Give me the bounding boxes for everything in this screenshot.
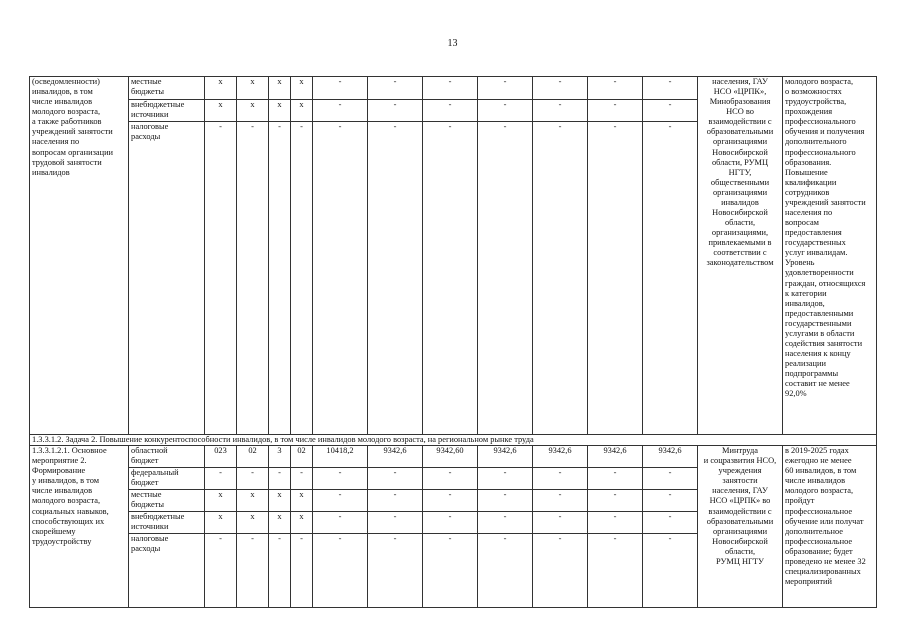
funding-source: федеральный бюджет xyxy=(129,468,205,490)
cell-value: - xyxy=(237,122,269,435)
cell-value: - xyxy=(533,534,588,608)
cell-value: 02 xyxy=(291,446,313,468)
funding-source: местные бюджеты xyxy=(129,77,205,100)
cell-value: х xyxy=(291,490,313,512)
cell-value: х xyxy=(205,100,237,122)
cell-value: - xyxy=(291,122,313,435)
cell-value: - xyxy=(643,490,698,512)
cell-value: - xyxy=(478,468,533,490)
cell-value: - xyxy=(643,77,698,100)
cell-value: - xyxy=(237,534,269,608)
cell-value: - xyxy=(313,77,368,100)
cell-value: - xyxy=(643,468,698,490)
cell-value: - xyxy=(588,534,643,608)
cell-value: - xyxy=(478,534,533,608)
cell-value: 10418,2 xyxy=(313,446,368,468)
result-cell: в 2019-2025 годах ежегодно не менее 60 инвалидов, в том числе инвалидов молодого возраста, пройдут профессиональное обучение или получат дополнительное профессиональное образование; будет проведено не менее 32 специализированных мероприятий xyxy=(783,446,877,608)
cell-value: - xyxy=(533,122,588,435)
cell-value: - xyxy=(269,468,291,490)
cell-value: - xyxy=(588,77,643,100)
cell-value: - xyxy=(533,490,588,512)
cell-value: - xyxy=(643,534,698,608)
cell-value: - xyxy=(368,534,423,608)
cell-value: - xyxy=(588,100,643,122)
cell-value: - xyxy=(588,468,643,490)
cell-value: х xyxy=(205,512,237,534)
cell-value: - xyxy=(643,122,698,435)
cell-value: - xyxy=(368,122,423,435)
cell-value: х xyxy=(205,490,237,512)
cell-value: - xyxy=(313,534,368,608)
cell-value: - xyxy=(313,100,368,122)
measure-description: 1.3.3.1.2.1. Основное мероприятие 2. Формирование у инвалидов, в том числе инвалидов молодого возраста, социальных навыков, способствующих их скорейшему трудоустройству xyxy=(30,446,129,608)
cell-value: х xyxy=(237,490,269,512)
cell-value: - xyxy=(588,490,643,512)
cell-value: 9342,6 xyxy=(368,446,423,468)
cell-value: - xyxy=(313,468,368,490)
executor-cell: населения, ГАУ НСО «ЦРПК», Минобразования НСО во взаимодействии с образовательными организациями Новосибирской области, РУМЦ НГТУ, общественными организациями инвалидов Новосибирской области, организациями, привлекаемыми в соответствии с законодательством xyxy=(698,77,783,435)
cell-value: х xyxy=(291,100,313,122)
cell-value: - xyxy=(423,534,478,608)
cell-value: 9342,60 xyxy=(423,446,478,468)
cell-value: - xyxy=(423,77,478,100)
cell-value: - xyxy=(643,100,698,122)
cell-value: х xyxy=(269,512,291,534)
cell-value: х xyxy=(237,77,269,100)
cell-value: - xyxy=(269,122,291,435)
cell-value: - xyxy=(533,468,588,490)
cell-value: - xyxy=(368,490,423,512)
cell-value: - xyxy=(643,512,698,534)
cell-value: х xyxy=(269,77,291,100)
cell-value: - xyxy=(269,534,291,608)
task-row xyxy=(30,435,877,446)
funding-source: налоговые расходы xyxy=(129,122,205,435)
cell-value: х xyxy=(291,77,313,100)
funding-source: внебюджетные источники xyxy=(129,512,205,534)
cell-value: 9342,6 xyxy=(643,446,698,468)
cell-value: 023 xyxy=(205,446,237,468)
executor-cell: Минтруда и соцразвития НСО, учреждения занятости населения, ГАУ НСО «ЦРПК» во взаимодействии с образовательными организациями Новосибирской области, РУМЦ НГТУ xyxy=(698,446,783,608)
page-number: 13 xyxy=(447,38,458,49)
cell-value: - xyxy=(478,100,533,122)
cell-value: х xyxy=(237,512,269,534)
result-cell: молодого возраста, о возможностях трудоустройства, прохождения профессионального обучения и получения дополнительного профессионального образования. Повышение квалификации сотрудников учреждений занятости населения по вопросам предоставления государственных услуг инвалидам. Уровень удовлетворенности граждан, относящихся к категории инвалидов, предоставленными государственными услугами в области содействия занятости населения к концу реализации подпрограммы составит не менее 92,0% xyxy=(783,77,877,435)
cell-value: - xyxy=(205,534,237,608)
task-title: 1.3.3.1.2. Задача 2. Повышение конкурентоспособности инвалидов, в том числе инвалидов молодого возраста, на региональном рынке труда xyxy=(30,435,877,446)
cell-value: - xyxy=(237,468,269,490)
cell-value: - xyxy=(313,122,368,435)
cell-value: - xyxy=(313,512,368,534)
cell-value: 9342,6 xyxy=(588,446,643,468)
cell-value: х xyxy=(269,490,291,512)
cell-value: 3 xyxy=(269,446,291,468)
cell-value: - xyxy=(205,122,237,435)
cell-value: - xyxy=(368,468,423,490)
cell-value: - xyxy=(423,100,478,122)
cell-value: - xyxy=(588,512,643,534)
cell-value: 9342,6 xyxy=(478,446,533,468)
cell-value: - xyxy=(478,490,533,512)
cell-value: - xyxy=(478,122,533,435)
funding-source: налоговые расходы xyxy=(129,534,205,608)
cell-value: - xyxy=(291,534,313,608)
cell-value: х xyxy=(205,77,237,100)
cell-value: - xyxy=(423,512,478,534)
cell-value: х xyxy=(291,512,313,534)
cell-value: 9342,6 xyxy=(533,446,588,468)
cell-value: - xyxy=(533,77,588,100)
funding-source: внебюджетные источники xyxy=(129,100,205,122)
cell-value: 02 xyxy=(237,446,269,468)
cell-value: - xyxy=(533,100,588,122)
funding-source: местные бюджеты xyxy=(129,490,205,512)
cell-value: х xyxy=(237,100,269,122)
cell-value: - xyxy=(313,490,368,512)
cell-value: - xyxy=(368,77,423,100)
cell-value: - xyxy=(423,122,478,435)
cell-value: - xyxy=(368,100,423,122)
program-table xyxy=(29,76,877,608)
cell-value: - xyxy=(423,490,478,512)
measure-description: (осведомленности) инвалидов, в том числе инвалидов молодого возраста, а также работников учреждений занятости населения по вопросам организации трудовой занятости инвалидов xyxy=(30,77,129,435)
cell-value: - xyxy=(478,512,533,534)
cell-value: - xyxy=(423,468,478,490)
cell-value: - xyxy=(368,512,423,534)
cell-value: - xyxy=(478,77,533,100)
cell-value: - xyxy=(588,122,643,435)
cell-value: х xyxy=(269,100,291,122)
funding-source: областной бюджет xyxy=(129,446,205,468)
table-row xyxy=(30,77,877,100)
table-row xyxy=(30,446,877,468)
cell-value: - xyxy=(205,468,237,490)
cell-value: - xyxy=(291,468,313,490)
cell-value: - xyxy=(533,512,588,534)
